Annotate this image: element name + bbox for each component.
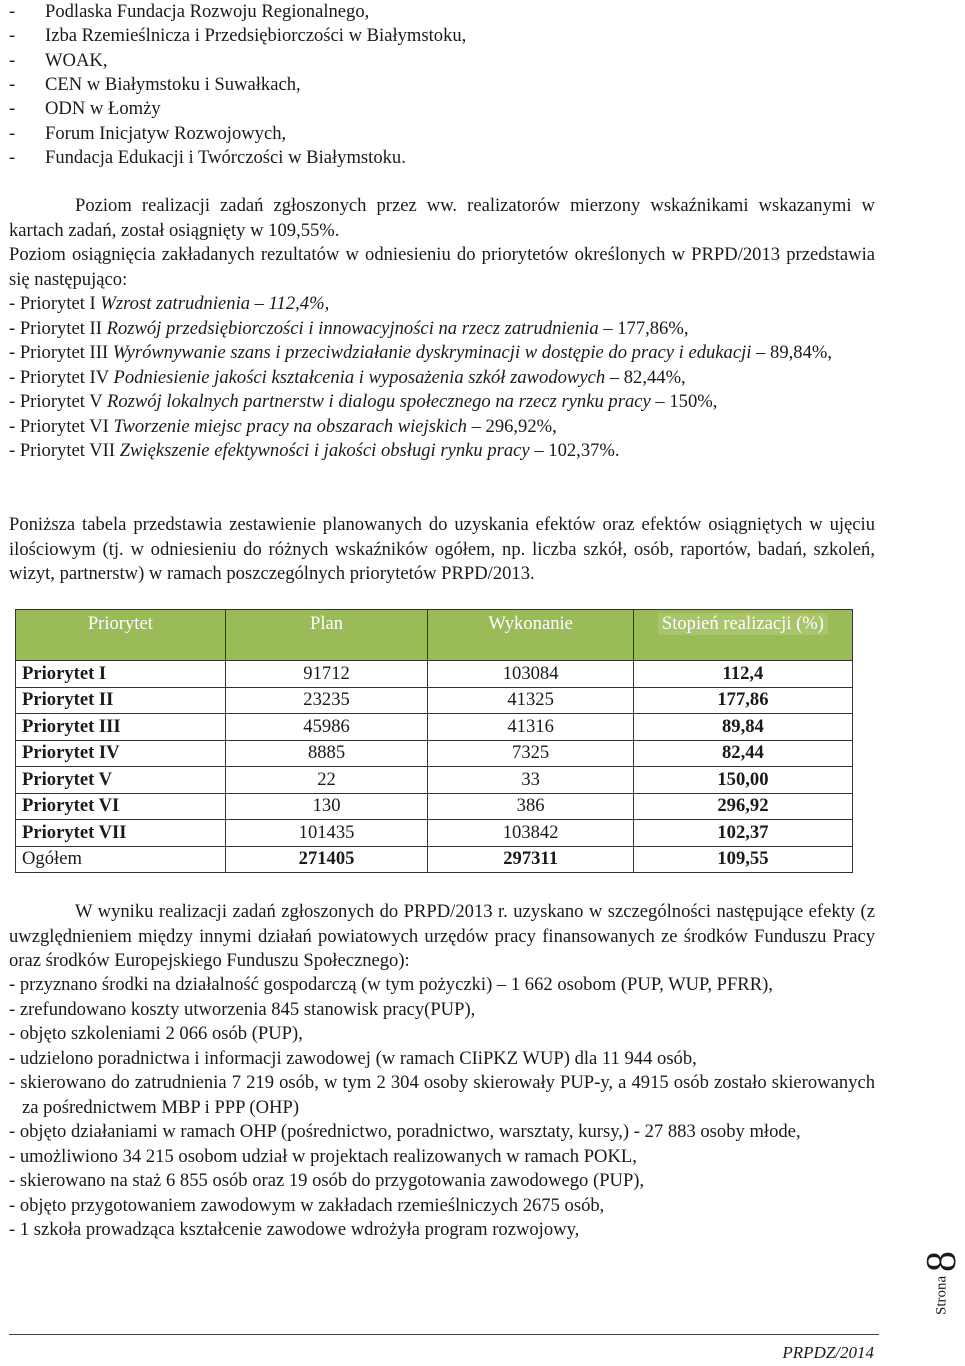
cell-plan: 101435 [225, 820, 428, 847]
cell-plan: 45986 [225, 714, 428, 741]
list-item-text: Podlaska Fundacja Rozwoju Regionalnego, [45, 1, 370, 22]
table-total-row [16, 846, 853, 873]
column-header-wykonanie: Wykonanie [428, 610, 633, 661]
stopien-label: Stopień realizacji (%) [658, 613, 828, 635]
list-dash: - [9, 73, 16, 95]
priority-value: – 177,86%, [598, 317, 689, 339]
priority-item [9, 439, 875, 464]
cell-plan: 22 [225, 767, 428, 794]
table-body [16, 661, 853, 873]
list-item-text: Izba Rzemieślnicza i Przedsiębiorczości w Białymstoku, [45, 25, 467, 47]
priority-value: – 102,37%. [529, 440, 620, 461]
priority-results-list [9, 292, 875, 464]
footer-rule [9, 1334, 879, 1335]
priority-prefix: - Priorytet V [9, 391, 107, 412]
list-dash: - [9, 49, 16, 71]
cell-total-execution: 297311 [428, 846, 633, 873]
priority-description: Rozwój lokalnych partnerstw i dialogu społecznego na rzecz rynku pracy [106, 391, 651, 412]
cell-plan: 130 [225, 793, 428, 820]
priority-item [9, 341, 875, 366]
priority-description: Zwiększenie efektywności i jakości obsługi rynku pracy [119, 440, 530, 461]
page-label: Strona [933, 1275, 950, 1315]
cell-total-label: Ogółem [16, 846, 226, 873]
priority-prefix: - Priorytet IV [9, 366, 114, 388]
table-row [16, 740, 853, 767]
list-item [9, 146, 875, 170]
table-row [16, 687, 853, 714]
cell-total-plan: 271405 [225, 846, 428, 873]
priority-item [9, 317, 875, 342]
list-dash: - [9, 25, 16, 47]
priority-value: – 112,4%, [250, 293, 330, 314]
list-item-text: CEN w Białymstoku i Suwałkach, [45, 73, 301, 95]
effect-item: - objęto działaniami w ramach OHP (pośrednictwo, poradnictwo, warsztaty, kursy,) - 27 883 osoby młode, [9, 1121, 801, 1142]
paragraph-results-intro: Poziom osiągnięcia zakładanych rezultatów w odniesieniu do priorytetów określonych w PRPD/2013 przedstawia się następująco: [9, 244, 875, 290]
effect-item: - objęto szkoleniami 2 066 osób (PUP), [9, 1023, 303, 1044]
priority-description: Tworzenie miejsc pracy na obszarach wiejskich [113, 415, 467, 437]
cell-priority: Priorytet II [16, 687, 226, 714]
results-table [15, 609, 853, 873]
page-number-tag [919, 1236, 965, 1330]
table-row [16, 767, 853, 794]
priority-value: – 82,44%, [605, 366, 686, 388]
effects-list [9, 973, 875, 1243]
cell-percent: 89,84 [633, 714, 852, 741]
list-item [9, 122, 875, 146]
priority-prefix: - Priorytet II [9, 317, 107, 339]
column-header-priorytet: Priorytet [16, 610, 226, 661]
effect-item: - skierowano na staż 6 855 osób oraz 19 osób do przygotowania zawodowego (PUP), [9, 1170, 645, 1191]
cell-percent: 82,44 [633, 740, 852, 767]
priority-item [9, 366, 875, 391]
column-header-plan: Plan [225, 610, 428, 661]
cell-plan: 91712 [225, 661, 428, 688]
footer-doc-title: PRPDZ/2014 [782, 1343, 874, 1362]
list-item-text: WOAK, [45, 49, 108, 71]
effect-item: - skierowano do zatrudnienia 7 219 osób, w tym 2 304 osoby skierowały PUP-y, a 4915 osób zostało skierowanych za pośrednictwem MBP i PPP (OHP) [9, 1072, 875, 1118]
cell-percent: 296,92 [633, 793, 852, 820]
priority-value: – 150%, [650, 391, 718, 412]
list-item-text: Fundacja Edukacji i Twórczości w Białymstoku. [45, 146, 406, 168]
effect-item: - zrefundowano koszty utworzenia 845 stanowisk pracy(PUP), [9, 998, 476, 1020]
cell-execution: 7325 [428, 740, 633, 767]
cell-execution: 103084 [428, 661, 633, 688]
priority-description: Podniesienie jakości kształcenia i wyposażenia szkół zawodowych [113, 366, 606, 388]
priority-item [9, 292, 875, 317]
cell-priority: Priorytet I [16, 661, 226, 688]
priority-prefix: - Priorytet VI [9, 415, 114, 437]
paragraph-realization-level: Poziom realizacji zadań zgłoszonych przez ww. realizatorów mierzony wskaźnikami wskazanymi w kartach zadań, został osiągnięty w 109,55%. [9, 195, 875, 241]
effect-item: - umożliwiono 34 215 osobom udział w projektach realizowanych w ramach POKL, [9, 1145, 637, 1167]
cell-percent: 112,4 [633, 661, 852, 688]
priority-description: Wyrównywanie szans i przeciwdziałanie dyskryminacji w dostępie do pracy i edukacji [112, 342, 752, 363]
table-row [16, 820, 853, 847]
cell-total-percent: 109,55 [633, 846, 852, 873]
cell-plan: 8885 [225, 740, 428, 767]
cell-priority: Priorytet IV [16, 740, 226, 767]
table-row [16, 714, 853, 741]
list-item [9, 24, 875, 48]
priority-value: – 89,84%, [751, 342, 833, 363]
cell-priority: Priorytet VII [16, 820, 226, 847]
cell-execution: 33 [428, 767, 633, 794]
page-number: 8 [919, 1251, 965, 1273]
cell-execution: 103842 [428, 820, 633, 847]
priority-prefix: - Priorytet III [9, 342, 113, 363]
cell-execution: 386 [428, 793, 633, 820]
list-item-text: ODN w Łomży [45, 98, 161, 120]
effect-item: - 1 szkoła prowadząca kształcenie zawodowe wdrożyła program rozwojowy, [9, 1219, 580, 1240]
list-item [9, 49, 875, 73]
list-dash: - [9, 122, 16, 144]
cell-plan: 23235 [225, 687, 428, 714]
table-header-row [16, 610, 853, 661]
priority-description: Wzrost zatrudnienia [100, 293, 251, 314]
cell-percent: 102,37 [633, 820, 852, 847]
list-item [9, 97, 875, 121]
cell-execution: 41316 [428, 714, 633, 741]
effect-item: - objęto przygotowaniem zawodowym w zakładach rzemieślniczych 2675 osób, [9, 1194, 605, 1216]
list-dash: - [9, 1, 16, 22]
cell-priority: Priorytet VI [16, 793, 226, 820]
cell-percent: 177,86 [633, 687, 852, 714]
cell-priority: Priorytet V [16, 767, 226, 794]
priority-description: Rozwój przedsiębiorczości i innowacyjności na rzecz zatrudnienia [106, 317, 599, 339]
cell-execution: 41325 [428, 687, 633, 714]
table-row [16, 661, 853, 688]
column-header-stopien [633, 610, 852, 661]
list-item [9, 73, 875, 97]
list-dash: - [9, 146, 16, 168]
priority-prefix: - Priorytet I [9, 293, 101, 314]
priority-item [9, 390, 875, 415]
priority-item [9, 415, 875, 440]
list-item [9, 0, 875, 24]
cell-priority: Priorytet III [16, 714, 226, 741]
cell-percent: 150,00 [633, 767, 852, 794]
priority-value: – 296,92%, [466, 415, 557, 437]
list-dash: - [9, 98, 16, 120]
paragraph-effects-intro: W wyniku realizacji zadań zgłoszonych do PRPD/2013 r. uzyskano w szczególności następujące efekty (z uwzględnieniem między innymi działań powiatowych urzędów pracy finansowanych ze środków Funduszu Pracy oraz środków Europejskiego Funduszu Społecznego): [9, 901, 875, 971]
table-row [16, 793, 853, 820]
paragraph-table-intro: Poniższa tabela przedstawia zestawienie planowanych do uzyskania efektów oraz efektów osiągniętych w ujęciu ilościowym (tj. w odniesieniu do różnych wskaźników ogółem, np. liczba szkół, osób, raportów, badań, szkoleń, wizyt, partnerstw) w ramach poszczególnych priorytetów PRPD/2013. [9, 514, 875, 584]
effect-item: - przyznano środki na działalność gospodarczą (w tym pożyczki) – 1 662 osobom (PUP, WUP, PFRR), [9, 974, 773, 995]
effect-item: - udzielono poradnictwa i informacji zawodowej (w ramach CIiPKZ WUP) dla 11 944 osób, [9, 1047, 697, 1069]
list-item-text: Forum Inicjatyw Rozwojowych, [45, 122, 287, 144]
priority-prefix: - Priorytet VII [9, 440, 120, 461]
